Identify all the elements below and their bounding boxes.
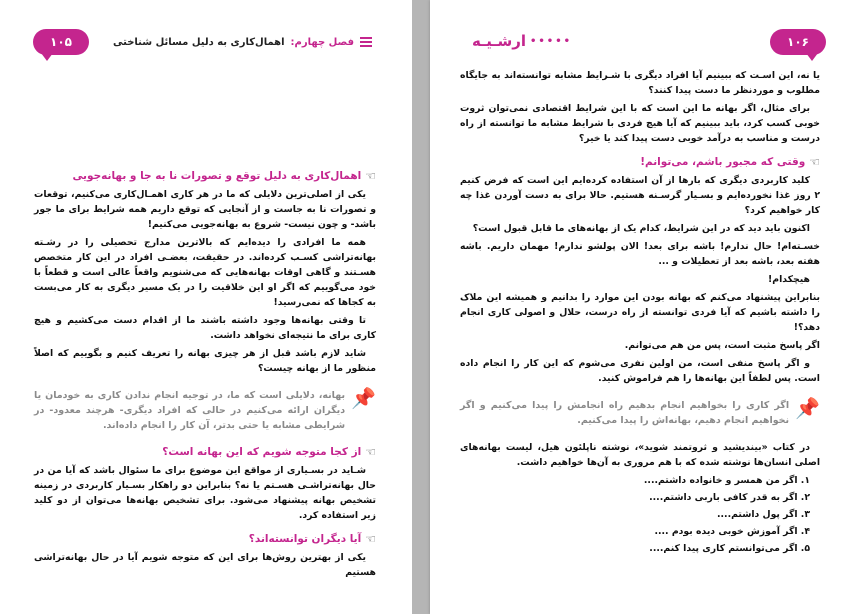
book-gutter <box>412 0 430 614</box>
paragraph: اکنون باید دید که در این شرایط، کدام یک از بهانه‌های ما قابل قبول است؟ <box>472 223 810 234</box>
heading-text: از کجا متوجه شویم که این بهانه است؟ <box>162 446 362 458</box>
page-number-badge-left <box>33 29 89 55</box>
section-heading <box>34 445 376 460</box>
pointing-hand-icon: ☜ <box>365 445 376 459</box>
paragraph: یا نه، این اسـت که ببینیم آیا افراد دیگری با شـرایط مشابه توانسته‌اند به جایگاه مطلوب و موردنظر ما دست پیدا کنند؟ <box>460 70 820 96</box>
callout-box <box>460 398 820 428</box>
chapter-header <box>113 35 372 49</box>
paragraph: و اگر پاسخ منفی است، من اولین نفری می‌شوم که این کار را انجام داده است. پس لطفاً این بهانه‌ها را هم فراموش کنید. <box>460 358 820 384</box>
pointing-hand-icon: ☜ <box>365 169 376 183</box>
list-item: ۱. اگر من همسر و خانواده داشتم.... <box>643 475 810 486</box>
page-number-right: ۱۰۶ <box>787 35 809 49</box>
paragraph: تا وقتی بهانه‌ها وجود داشته باشند ما از اقدام دست می‌کشیم و هیچ کاری برای ما نتیجه‌ای نخواهد داشت. <box>34 315 376 341</box>
header-dots: ••••• <box>530 35 572 47</box>
paragraph: یکی از بهترین روش‌ها برای این که متوجه شویم آیا در حال بهانه‌تراشی هستیم <box>34 552 376 578</box>
list-item: ۳. اگر پول داشتم.... <box>716 509 810 520</box>
section-heading <box>34 532 376 547</box>
heading-text: آیا دیگران توانسته‌اند؟ <box>248 533 362 545</box>
paragraph: در کتاب «بیندیشید و ثروتمند شوید»، نوشته ناپلئون هیل، لیست بهانه‌های اصلی انسان‌ها نوشته شده که با هم مروری به آن‌ها خواهیم داشت. <box>460 442 820 468</box>
list-item: ۴. اگر آموزش خوبی دیده بودم .... <box>654 526 810 537</box>
paragraph: کلید کاربردی دیگری که بارها از آن استفاده کرده‌ایم این است که فرض کنیم ۲ روز غذا نخورده‌ایم و بسـیار گرسـنه هستیم. حالا برای به دست آوردن غذا چه کار خواهیم کرد؟ <box>460 175 820 216</box>
page-number-badge-right <box>770 29 826 55</box>
callout-text: اگر کاری را بخواهیم انجام بدهیم راه انجامش را پیدا می‌کنیم و اگر نخواهیم انجام دهیم، بهانه‌اش را پیدا می‌کنیم. <box>460 400 790 426</box>
left-page-body <box>34 160 376 583</box>
brand-name: ارشـیـه <box>472 32 527 50</box>
paragraph: اگر پاسخ مثبت است، پس من هم می‌توانم. <box>624 340 820 351</box>
paragraph: شـاید در بسـیاری از مواقع این موضوع برای ما سئوال باشد که آیا من در حال بهانه‌تراشـی هسـتم یا نه؟ بنابراین دو راهکار بسـیار کاربردی در زمینه تشخیص بهانه پیشنهاد می‌شود. برای تشخیص بهانه‌ها می‌توان از دو کلید زیر استفاده کرد. <box>34 465 376 521</box>
paragraph: یکی از اصلی‌ترین دلایلی که ما در هر کاری اهمـال‌کاری می‌کنیم، توقعات و تصورات نا به جاست و از آنجایی که توقع داریم همه شرایط برای ما جور باشد- و چون نیست- شروع به بهانه‌جویی می‌کنیم! <box>34 189 376 230</box>
right-page-body <box>460 68 820 558</box>
brand-header <box>472 32 572 50</box>
pushpin-icon: 📌 <box>795 396 820 420</box>
section-heading <box>460 155 820 170</box>
paragraph: همه ما افرادی را دیده‌ایم که بالاترین مدارج تحصیلی را در رشـته بهانه‌تراشی کسـب کرده‌اند. در حقیقت، بعضـی افراد در این کار متخصص هسـتند و گاهی اوقات بهانه‌هایی که می‌شنویم واقعاً عالی است و قطعاً با خود می‌گوییم که اگر او این خلاقیت را در یک مسیر دیگری به کار می‌بست به کجاها که نمی‌رسید! <box>34 237 376 308</box>
heading-text: وقتی که مجبور باشم، می‌توانم! <box>640 156 806 168</box>
chapter-title: اهمال‌کاری به دلیل مسائل شناختی <box>113 36 285 48</box>
page-number-left: ۱۰۵ <box>50 35 72 49</box>
paragraph: بنابراین پیشنهاد می‌کنم که بهانه بودن این موارد را بدانیم و همیشه این ملاک را داشته باشیم که آیا فردی توانسته از راه درست، حلال و اصولی کاری انجام دهد؟! <box>460 292 820 333</box>
list-item: ۵. اگر می‌توانستم کاری پیدا کنم.... <box>649 543 810 554</box>
paragraph: شاید لازم باشد قبل از هر چیزی بهانه را تعریف کنیم و بگوییم که اصلاً منظور ما از بهانه چیست؟ <box>34 348 376 374</box>
section-heading <box>34 169 376 184</box>
paragraph: برای مثال، اگر بهانه ما این است که با این شرایط اقتصادی نمی‌توان ثروت خوبی کسب کرد، باید ببینیم که آیا هیچ فردی با شرایط مشابه ما توانسته از راه درست و مناسب به درآمد خوبی دست پیدا کند یا خیر؟ <box>460 103 820 144</box>
chapter-label: فصل چهارم: <box>290 36 354 48</box>
paragraph: هیچکدام! <box>768 274 810 285</box>
callout-text: بهانه، دلایلی است که ما، در توجیه انجام ندادن کاری به خودمان یا دیگران ارائه می‌کنیم در حالی که افراد دیگری- هرچند معدود- در شرایطی مشابه یا حتی بدتر، آن کار را انجام داده‌اند. <box>34 390 346 431</box>
right-page <box>430 0 856 614</box>
menu-lines-icon <box>360 35 372 49</box>
pointing-hand-icon: ☜ <box>809 155 820 169</box>
heading-text: اهمال‌کاری به دلیل توقع و تصورات نا به جا و بهانه‌جویی <box>72 170 362 182</box>
paragraph: خسـته‌ام! حال ندارم! باشه برای بعد! الان پولشو ندارم! مهمان داریم. باشه هفته بعد، باشه بعد از تعطیلات و ... <box>460 241 820 267</box>
left-page <box>0 0 412 614</box>
list-item: ۲. اگر به قدر کافی باربی داشتم.... <box>649 492 810 503</box>
callout-box <box>34 388 376 433</box>
pushpin-icon: 📌 <box>351 386 376 410</box>
pointing-hand-icon: ☜ <box>365 532 376 546</box>
